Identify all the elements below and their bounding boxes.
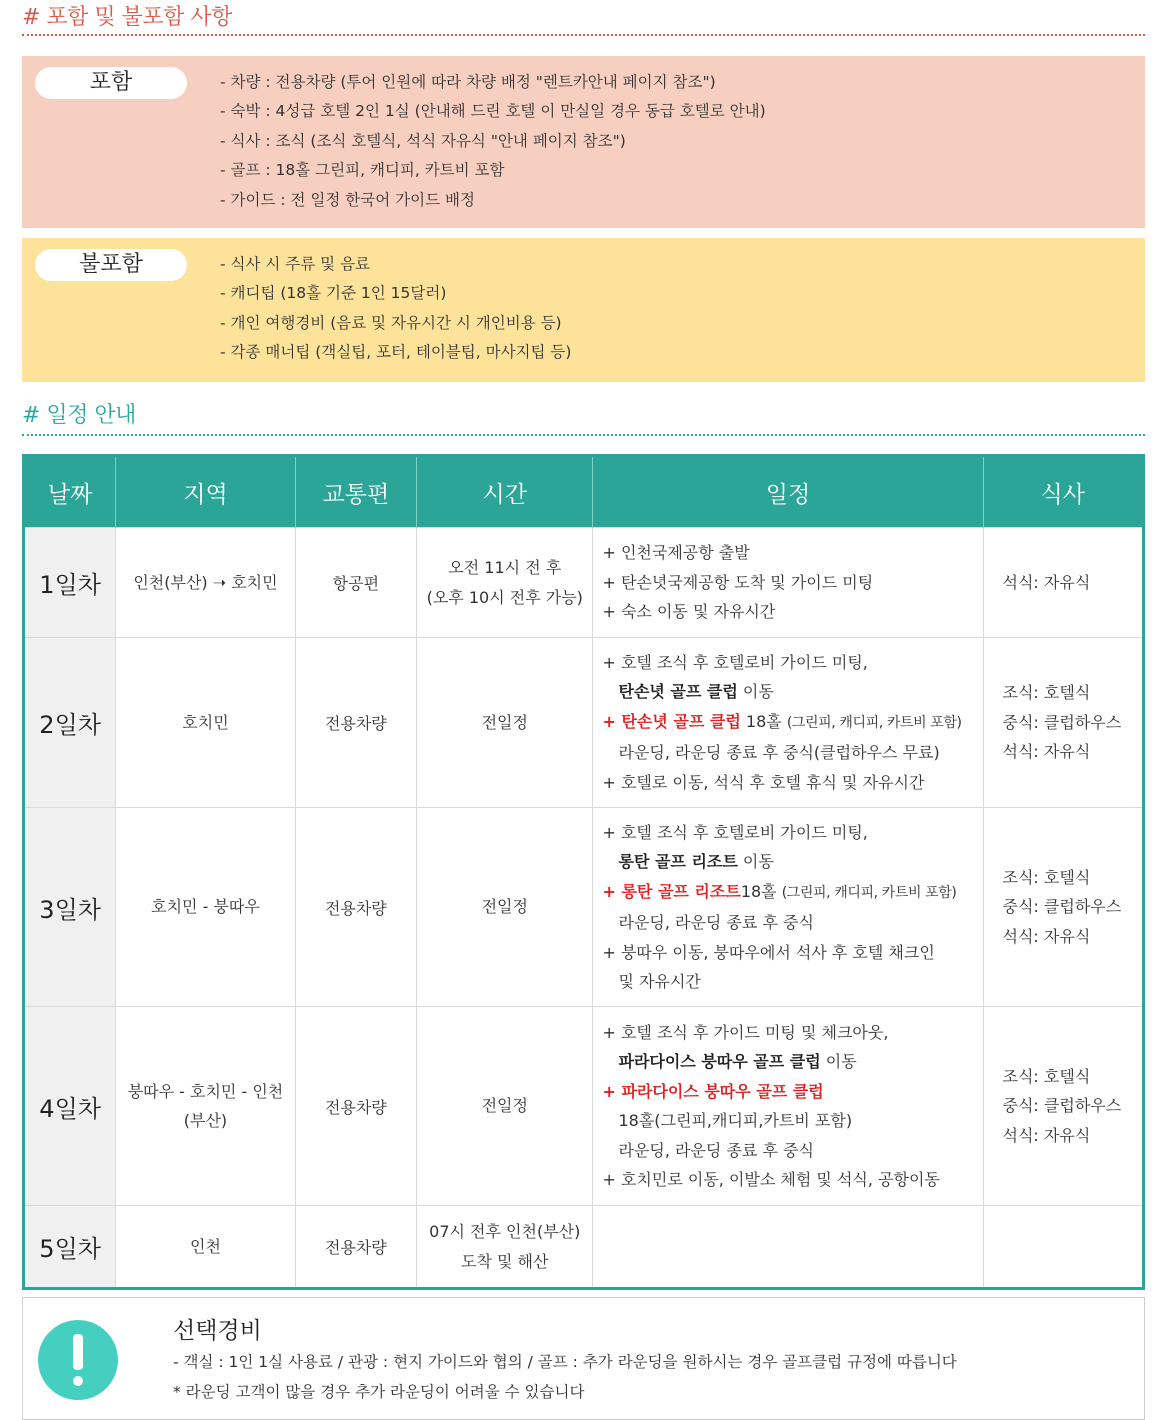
plan-line xyxy=(602,1165,981,1195)
table-row xyxy=(24,808,1144,1007)
region-line: (부산) xyxy=(183,1111,228,1130)
meals-cell xyxy=(983,1007,1143,1206)
plan-line xyxy=(602,597,981,627)
plan-line xyxy=(602,1077,981,1107)
meal-line: 중식: 클럽하우스 xyxy=(1002,1096,1122,1116)
included-list xyxy=(220,68,766,215)
plan-text: + 숙소 이동 및 자유시간 xyxy=(602,602,776,622)
meal-line: 석식: 자유식 xyxy=(1002,926,1091,946)
plan-text: + 호텔로 이동, 석식 후 호텔 휴식 및 자유시간 xyxy=(602,772,925,792)
header-time: 시간 xyxy=(417,456,593,528)
region-line: 붕따우 - 호치민 - 인천 xyxy=(127,1081,284,1101)
plan-text: 및 자유시간 xyxy=(618,972,701,991)
plan-cell xyxy=(593,1007,983,1206)
plan-line xyxy=(602,677,981,707)
transport-cell: 항공편 xyxy=(295,528,416,638)
list-item: - 숙박 : 4성급 호텔 2인 1실 (안내해 드린 호텔 이 만실일 경우 동급 호텔로 안내) xyxy=(220,102,766,121)
plan-text: 이동 xyxy=(820,1052,857,1071)
plan-line xyxy=(602,818,981,848)
list-item: - 식사 : 조식 (조식 호텔식, 석식 자유식 "안내 페이지 참조") xyxy=(220,131,626,150)
plan-text: 18홀 xyxy=(740,881,782,901)
plan-text: 롱탄 골프 리조트 xyxy=(618,852,738,871)
included-label: 포함 xyxy=(35,67,187,99)
region-line: 호치민 - 붕따우 xyxy=(151,897,260,917)
plan-line xyxy=(602,1136,981,1166)
note-line: - 객실 : 1인 1실 사용료 / 관광 : 현지 가이드와 협의 / 골프 : 추가 라운딩을 원하시는 경우 골프클럽 규정에 따릅니다 xyxy=(173,1353,957,1371)
plan-text: (그린피, 캐디피, 카트비 포함) xyxy=(786,714,962,731)
included-heading: # 포함 및 불포함 사항 xyxy=(22,0,1145,36)
time-cell xyxy=(417,808,593,1007)
table-row xyxy=(24,638,1144,808)
plan-text: 파라다이스 붕따우 골프 클럽 xyxy=(618,1052,821,1071)
time-line: 도착 및 해산 xyxy=(461,1251,549,1271)
list-item: - 식사 시 주류 및 음료 xyxy=(220,255,371,273)
region-cell xyxy=(116,808,295,1007)
plan-line xyxy=(602,648,981,678)
plan-text: 18홀(그린피,캐디피,카트비 포함) xyxy=(618,1111,853,1130)
transport-cell: 전용차량 xyxy=(295,1206,416,1289)
plan-line xyxy=(602,1047,981,1077)
time-line: 오전 11시 전 후 xyxy=(448,558,562,577)
plan-text: + xyxy=(602,711,622,731)
schedule-body xyxy=(24,528,1144,1289)
list-item: - 골프 : 18홀 그린피, 캐디피, 카트비 포함 xyxy=(220,161,505,180)
plan-text: + 탄손녓국제공항 도착 및 가이드 미팅 xyxy=(602,572,874,592)
schedule-heading: # 일정 안내 xyxy=(22,398,1145,436)
plan-line xyxy=(602,877,981,909)
meals-cell xyxy=(983,528,1143,638)
meal-line: 조식: 호텔식 xyxy=(1002,683,1091,703)
region-cell xyxy=(116,528,295,638)
note-text xyxy=(173,1348,957,1407)
list-item: - 차량 : 전용차량 (투어 인원에 따라 차량 배정 "렌트카안내 페이지 참조") xyxy=(220,73,716,91)
plan-line xyxy=(602,738,981,768)
time-cell xyxy=(417,1007,593,1206)
plan-text: 라운딩, 라운딩 종료 후 중식(클럽하우스 무료) xyxy=(618,743,940,763)
region-cell xyxy=(116,638,295,808)
time-line: 전일정 xyxy=(481,712,528,732)
table-row xyxy=(24,528,1144,638)
day-cell: 1일차 xyxy=(24,528,116,638)
header-plan: 일정 xyxy=(593,456,983,528)
plan-text: (그린피, 캐디피, 카트비 포함) xyxy=(781,884,957,901)
time-cell xyxy=(417,528,593,638)
day-cell: 5일차 xyxy=(24,1206,116,1289)
excluded-box xyxy=(22,238,1145,382)
table-row xyxy=(24,1007,1144,1206)
plan-text: 라운딩, 라운딩 종료 후 중식 xyxy=(618,1140,814,1160)
excluded-list xyxy=(220,250,571,368)
note-title: 선택경비 xyxy=(173,1318,262,1344)
table-row xyxy=(24,1206,1144,1289)
plan-text: + 인천국제공항 출발 xyxy=(602,543,750,563)
plan-text: 라운딩, 라운딩 종료 후 중식 xyxy=(618,913,814,932)
list-item: - 각종 매너팁 (객실팁, 포터, 테이블팁, 마사지팁 등) xyxy=(220,343,572,362)
plan-line xyxy=(602,1106,981,1136)
list-item: - 가이드 : 전 일정 한국어 가이드 배정 xyxy=(220,190,475,209)
meal-line: 석식: 자유식 xyxy=(1002,742,1091,762)
meal-line: 석식: 자유식 xyxy=(1002,572,1091,592)
time-line: 전일정 xyxy=(481,1096,528,1116)
plan-line xyxy=(602,1018,981,1048)
included-box xyxy=(22,56,1145,228)
plan-text: + xyxy=(602,881,622,901)
day-cell: 3일차 xyxy=(24,808,116,1007)
meal-line: 조식: 호텔식 xyxy=(1002,1066,1091,1086)
region-cell xyxy=(116,1007,295,1206)
header-meals: 식사 xyxy=(983,456,1143,528)
meal-line: 조식: 호텔식 xyxy=(1002,867,1091,887)
plan-line xyxy=(602,568,981,598)
plan-text: 탄손녓 골프 클럽 xyxy=(618,682,738,702)
region-line: 인천(부산) ➝ 호치민 xyxy=(133,572,278,592)
plan-line xyxy=(602,847,981,877)
time-line: 전일정 xyxy=(481,897,528,917)
exclamation-icon xyxy=(38,1320,118,1400)
plan-text: 이동 xyxy=(737,682,774,702)
plan-line xyxy=(602,938,981,968)
transport-cell: 전용차량 xyxy=(295,638,416,808)
plan-cell xyxy=(593,638,983,808)
plan-text: + 붕따우 이동, 붕따우에서 석사 후 호텔 채크인 xyxy=(602,942,935,962)
meal-line: 중식: 클럽하우스 xyxy=(1002,712,1122,732)
plan-line xyxy=(602,707,981,739)
plan-cell xyxy=(593,1206,983,1289)
plan-line xyxy=(602,768,981,798)
excluded-label: 불포함 xyxy=(35,249,187,281)
meal-line: 석식: 자유식 xyxy=(1002,1125,1091,1145)
region-line: 인천 xyxy=(190,1236,221,1256)
table-header-row xyxy=(24,456,1144,528)
plan-cell xyxy=(593,808,983,1007)
note-line: * 라운딩 고객이 많을 경우 추가 라운딩이 어려울 수 있습니다 xyxy=(173,1382,585,1401)
day-cell: 2일차 xyxy=(24,638,116,808)
plan-text: 탄손녓 골프 클럽 xyxy=(621,711,741,731)
plan-text: + 호치민로 이동, 이발소 체험 및 석식, 공항이동 xyxy=(602,1170,940,1189)
plan-text: 롱탄 골프 리조트 xyxy=(621,881,741,901)
transport-cell: 전용차량 xyxy=(295,1007,416,1206)
plan-text: 이동 xyxy=(737,852,774,871)
time-line: (오후 10시 전후 가능) xyxy=(426,587,583,607)
header-date: 날짜 xyxy=(24,456,116,528)
plan-text: + 호텔 조식 후 가이드 미팅 및 체크아웃, xyxy=(602,1022,889,1042)
plan-text: + 호텔 조식 후 호텔로비 가이드 미팅, xyxy=(602,652,868,672)
time-cell xyxy=(417,638,593,808)
header-transport: 교통편 xyxy=(295,456,416,528)
plan-text: + xyxy=(602,1081,622,1101)
schedule-table xyxy=(22,454,1145,1290)
plan-text: 파라다이스 붕따우 골프 클럽 xyxy=(621,1081,824,1101)
region-line: 호치민 xyxy=(182,712,229,732)
plan-line xyxy=(602,538,981,568)
transport-cell: 전용차량 xyxy=(295,808,416,1007)
list-item: - 개인 여행경비 (음료 및 자유시간 시 개인비용 등) xyxy=(220,313,562,332)
time-line: 07시 전후 인천(부산) xyxy=(429,1222,581,1241)
meal-line: 중식: 클럽하우스 xyxy=(1002,897,1122,917)
day-cell: 4일차 xyxy=(24,1007,116,1206)
plan-cell xyxy=(593,528,983,638)
plan-text: + 호텔 조식 후 호텔로비 가이드 미팅, xyxy=(602,822,868,842)
optional-expenses-box xyxy=(22,1297,1145,1420)
meals-cell xyxy=(983,808,1143,1007)
plan-line xyxy=(602,967,981,997)
region-cell xyxy=(116,1206,295,1289)
plan-line xyxy=(602,908,981,938)
meals-cell xyxy=(983,638,1143,808)
header-region: 지역 xyxy=(116,456,295,528)
meals-cell xyxy=(983,1206,1143,1289)
list-item: - 캐디팁 (18홀 기준 1인 15달러) xyxy=(220,284,447,303)
time-cell xyxy=(417,1206,593,1289)
plan-text: 18홀 xyxy=(740,711,787,731)
